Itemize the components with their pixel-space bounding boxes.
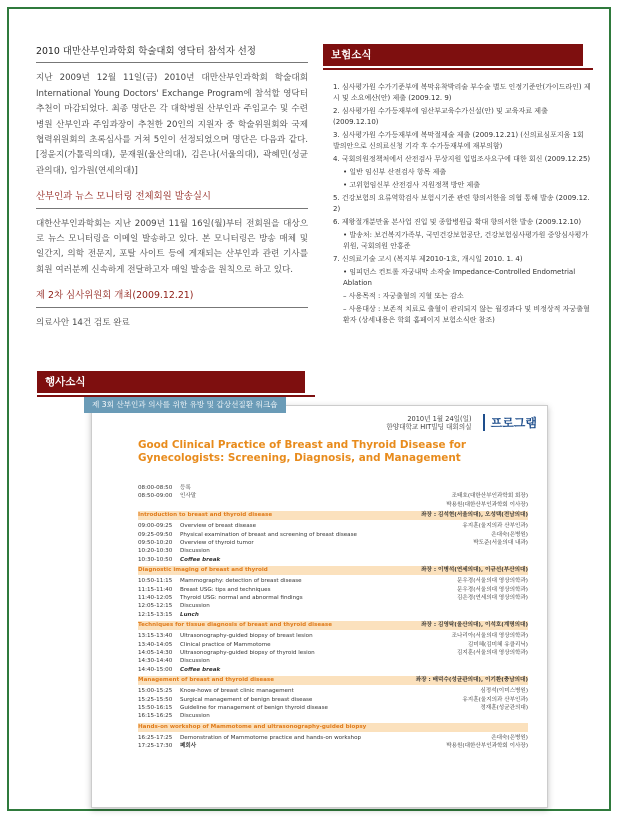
- schedule-time: 11:40-12:05: [138, 594, 173, 601]
- schedule-title: Mammography: detection of breast disease: [180, 578, 302, 585]
- news-item: 6. 제왕절개분만율 본사업 진입 및 종합병원급 확대 향의서한 발송 (2009.12.10): [333, 218, 582, 226]
- section-body: 대한산부인과학회는 지난 2009년 11월 16일(월)부터 전회원을 대상으로 뉴스 모니터링을 이메일 발송하고 있다. 본 모니터링은 방송 매체 및 일간지, 의학 전문지, 포탈 사이트 등에 게재되는 산부인과 관련 기사를 회원 여러분께 신속하게 전달하고자 매일 발송을 원칙으로 하고 있다.: [36, 218, 308, 275]
- session-header: [138, 621, 528, 631]
- session-title: Management of breast and thyroid disease: [138, 676, 275, 683]
- session-chair: 좌장 : 김석현(서울의대), 오성택(전남의대): [421, 511, 528, 518]
- session-chair: 좌장 : 배덕수(성균관의대), 이기환(충남의대): [415, 676, 528, 683]
- schedule-row: [138, 492, 528, 500]
- schedule-time: 10:50-11:15: [138, 578, 173, 585]
- schedule-row: [138, 641, 528, 649]
- schedule-speaker: 박도준(서울의대 내과): [473, 539, 528, 546]
- session-title: Introduction to breast and thyroid disease: [138, 511, 273, 518]
- schedule-title: Physical examination of breast and screening of breast disease: [180, 531, 357, 538]
- section-title: 산부인과 뉴스 모니터링 전체회원 발송실시: [36, 189, 308, 208]
- section-young-doctors: [36, 44, 308, 179]
- section-review-committee: [36, 288, 308, 331]
- schedule-title: Ultrasonography-guided biopsy of thyroid lesion: [180, 649, 315, 656]
- schedule-title: Ultrasonography-guided biopsy of breast lesion: [180, 633, 313, 640]
- schedule-row: [138, 547, 528, 555]
- schedule-title: Overview of breast disease: [180, 523, 257, 530]
- schedule-row: [138, 602, 528, 610]
- schedule-speaker: 심정석(이미스병원): [480, 688, 528, 695]
- schedule-speaker: 은대숙(은병원): [491, 531, 528, 538]
- news-item: 7. 신의료기술 고시 (복지부 제2010-1호, 개시일 2010. 1. 4): [333, 255, 523, 263]
- news-item: 5. 건강보험의 요류역학검사 보험시기준 관련 향의서한을 의협 통해 발송 (2009.12. 2): [333, 194, 590, 213]
- schedule-row: [138, 687, 528, 695]
- news-item: 1. 심사평가원 수가기준부에 복막유착박리술 부수술 별도 인정기준안(가이드라인) 제시 및 소요예산(안) 제출 (2009.12. 9): [333, 83, 591, 102]
- schedule-time: 13:15-13:40: [138, 633, 173, 640]
- schedule-title: 인사말: [180, 493, 197, 500]
- schedule-time: 15:50-16:15: [138, 704, 173, 711]
- events-section: [37, 371, 305, 393]
- schedule-speaker: 조나리아(서울의대 영상의학과): [451, 633, 528, 640]
- insurance-banner: 보험소식: [323, 44, 583, 66]
- schedule-row: [138, 556, 528, 564]
- news-item: 4. 국회의원정책처에서 산전검사 무상지원 입법조사요구에 대한 회신 (2009.12.25): [333, 155, 591, 163]
- program-date-line: 2010년 1월 24일(일): [407, 414, 472, 423]
- schedule-title: Guideline for management of benign thyroid disease: [180, 704, 328, 711]
- schedule-time: 14:05-14:30: [138, 649, 173, 656]
- schedule-time: 09:50-10:20: [138, 539, 173, 546]
- insurance-column: [323, 44, 591, 328]
- session-title: Techniques for tissue diagnosis of breast and thyroid disease: [138, 621, 333, 628]
- schedule-title: Demonstration of Mammotome practice and hands-on workshop: [180, 735, 362, 742]
- schedule-row: [138, 649, 528, 657]
- schedule-time: 15:00-15:25: [138, 688, 173, 695]
- news-item: • 고위험임신부 산전검사 지원정책 방안 제출: [343, 181, 480, 189]
- schedule-title: 폐회사: [180, 743, 197, 750]
- news-item: – 사용대상 : 보존적 치료로 출혈이 관리되지 않는 월경과다 및 비정상적 자궁출혈환자 (상세내용은 학회 홈페이지 보험소식란 참조): [343, 305, 590, 324]
- schedule-row: [138, 696, 528, 704]
- schedule-time: 15:25-15:50: [138, 696, 173, 703]
- program-date: [386, 415, 471, 431]
- insurance-news-list: [323, 82, 591, 326]
- schedule-title: Thyroid USG: normal and abnormal findings: [180, 594, 303, 601]
- schedule-title: Coffee break: [180, 556, 221, 563]
- schedule-time: 16:25-17:25: [138, 735, 173, 742]
- schedule-title: Overview of thyroid tumor: [180, 539, 254, 546]
- schedule-speaker: 문우경(서울의대 영상의학과): [457, 578, 528, 585]
- program-heading: 프로그램: [483, 414, 537, 431]
- schedule-speaker: 김지훈(서울의대 영상의학과): [457, 649, 528, 656]
- schedule-speaker: 유지훈(울지의과 산부인과): [462, 696, 528, 703]
- schedule-row: [138, 522, 528, 530]
- schedule-title: Breast USG: tips and techniques: [180, 586, 271, 593]
- schedule-row: [138, 586, 528, 594]
- schedule-row: [138, 734, 528, 742]
- schedule-title: 등록: [180, 485, 191, 491]
- section-title: 2010 대만산부인과학회 학술대회 영닥터 참석자 선정: [36, 44, 308, 63]
- schedule-row: [138, 666, 528, 674]
- schedule-time: 11:15-11:40: [138, 586, 173, 593]
- schedule-time: 08:00-08:50: [138, 485, 173, 491]
- schedule-time: 12:05-12:15: [138, 603, 173, 610]
- program-title: Good Clinical Practice of Breast and Thyroid Disease for Gynecologists: Screening, Diagnosis, and Management: [138, 439, 466, 464]
- schedule-speaker: 정재훈(성균관의대): [480, 704, 528, 711]
- schedule-title: Discussion: [180, 713, 210, 720]
- events-banner: 행사소식: [37, 371, 305, 393]
- schedule-row: [138, 539, 528, 547]
- schedule-row: [138, 531, 528, 539]
- section-title: 제 2차 심사위원회 개최(2009.12.21): [36, 288, 308, 307]
- news-item: • 일반 임신부 산전검사 항목 제출: [343, 168, 447, 176]
- schedule-row: [138, 712, 528, 720]
- schedule-row: [138, 501, 528, 509]
- schedule-speaker: 박용원(대한산부인과학회 이사장): [446, 501, 528, 508]
- schedule-title: Coffee break: [180, 666, 221, 673]
- schedule-time: 10:20-10:30: [138, 548, 173, 555]
- schedule-title: Surgical management of benign breast disease: [180, 696, 313, 703]
- workshop-tab: 제 3회 산부인과 의사를 위한 유방 및 갑상선질환 워크숍: [84, 397, 286, 413]
- schedule-time: 13:40-14:05: [138, 641, 173, 648]
- schedule-title: Discussion: [180, 658, 210, 665]
- schedule-title: Know-hows of breast clinic management: [180, 688, 294, 695]
- program-venue-line: 한양대학교 HIT빌딩 대회의실: [386, 422, 472, 431]
- section-body: 지난 2009년 12월 11일(금) 2010년 대만산부인과학회 학술대회 International Young Doctors' Exchange Program에 참석할 영닥터 추천이 마감되었다. 최종 명단은 각 대학병원 산부인과 주임교수 및 수련병원 산부인과 주임과장이 추천한 20인의 지원자 중 학술위원회와 국제협력위원회의 초록심사를 거쳐 5인이 선정되었으며 명단은 다음과 같다.[정윤지(가톨릭의대), 문재원(울산의대), 김은나(서울의대), 곽혜민(성균관의대), 임가원(연세의대)]: [36, 73, 308, 176]
- schedule-time: 14:30-14:40: [138, 658, 173, 665]
- schedule-time: 12:15-13:15: [138, 611, 173, 618]
- schedule-time: 09:00-09:25: [138, 523, 173, 530]
- news-item: – 사용목적 : 자궁출혈의 지혈 또는 감소: [343, 292, 464, 300]
- session-header: [138, 566, 528, 576]
- schedule-title: Discussion: [180, 548, 210, 555]
- left-column: [36, 44, 308, 341]
- schedule-time: 08:50-09:00: [138, 493, 173, 500]
- session-chair: 좌장 : 이병석(연세의대), 이규선(부산의대): [421, 566, 528, 573]
- session-header: [138, 511, 528, 521]
- schedule-title: Lunch: [180, 611, 199, 618]
- schedule-row: [138, 611, 528, 619]
- news-item: • 임피던스 컨트롤 자궁내막 소작술 Impedance-Controlled Endometrial Ablation: [343, 268, 576, 287]
- schedule-row: [138, 704, 528, 712]
- schedule-speaker: 유지훈(울지의과 산부인과): [462, 523, 528, 530]
- schedule-title: Clinical practice of Mammotome: [180, 641, 271, 648]
- schedule-row: [138, 742, 528, 750]
- schedule-row: [138, 484, 528, 492]
- schedule-speaker: 조태호(대한산부인과학회 회장): [451, 493, 528, 500]
- schedule-row: [138, 594, 528, 602]
- schedule-time: 10:30-10:50: [138, 556, 173, 563]
- program-schedule: [138, 484, 528, 751]
- schedule-title: Discussion: [180, 603, 210, 610]
- section-news-monitoring: [36, 189, 308, 278]
- section-body: 의료사안 14건 검토 완료: [36, 317, 130, 328]
- schedule-speaker: 김미혜(김미혜 유클리닉): [467, 641, 528, 648]
- schedule-speaker: 박용원(대한산부인과학회 이사장): [446, 743, 528, 750]
- program-header: [386, 412, 537, 431]
- schedule-time: 16:15-16:25: [138, 713, 173, 720]
- session-header: [138, 676, 528, 686]
- schedule-time: 09:25-09:50: [138, 531, 173, 538]
- session-header: [138, 723, 528, 733]
- schedule-speaker: 은대숙(은병원): [491, 735, 528, 742]
- schedule-speaker: 김은경(연세의대 영상의학과): [457, 594, 528, 601]
- program-card: [91, 405, 548, 808]
- schedule-speaker: 문우경(서울의대 영상의학과): [457, 586, 528, 593]
- session-chair: 좌장 : 김영탁(울산의대), 이석호(계명의대): [421, 621, 528, 628]
- schedule-row: [138, 632, 528, 640]
- schedule-row: [138, 577, 528, 585]
- session-title: Diagnostic imaging of breast and thyroid: [138, 566, 268, 573]
- schedule-time: 14:40-15:00: [138, 666, 173, 673]
- schedule-time: 17:25-17:30: [138, 743, 173, 750]
- news-item: • 발송처: 보건복지가족부, 국민건강보험공단, 건강보험심사평가원 중앙심사평가위원, 국회의원 안홍준: [343, 231, 589, 250]
- news-item: 3. 심사평가원 수가등재부에 복막절제술 제출 (2009.12.21) (신의료심포지움 1회 발의안으로 신의료신청 기각 후 수가등재부에 재부의함): [333, 131, 584, 150]
- session-title: Hands-on workshop of Mammotome and ultrasonography-guided biopsy: [138, 723, 367, 730]
- news-item: 2. 심사평가원 수가등재부에 임산부교육수가신설(안) 및 교육자료 제출 (2009.12.10): [333, 107, 548, 126]
- schedule-row: [138, 657, 528, 665]
